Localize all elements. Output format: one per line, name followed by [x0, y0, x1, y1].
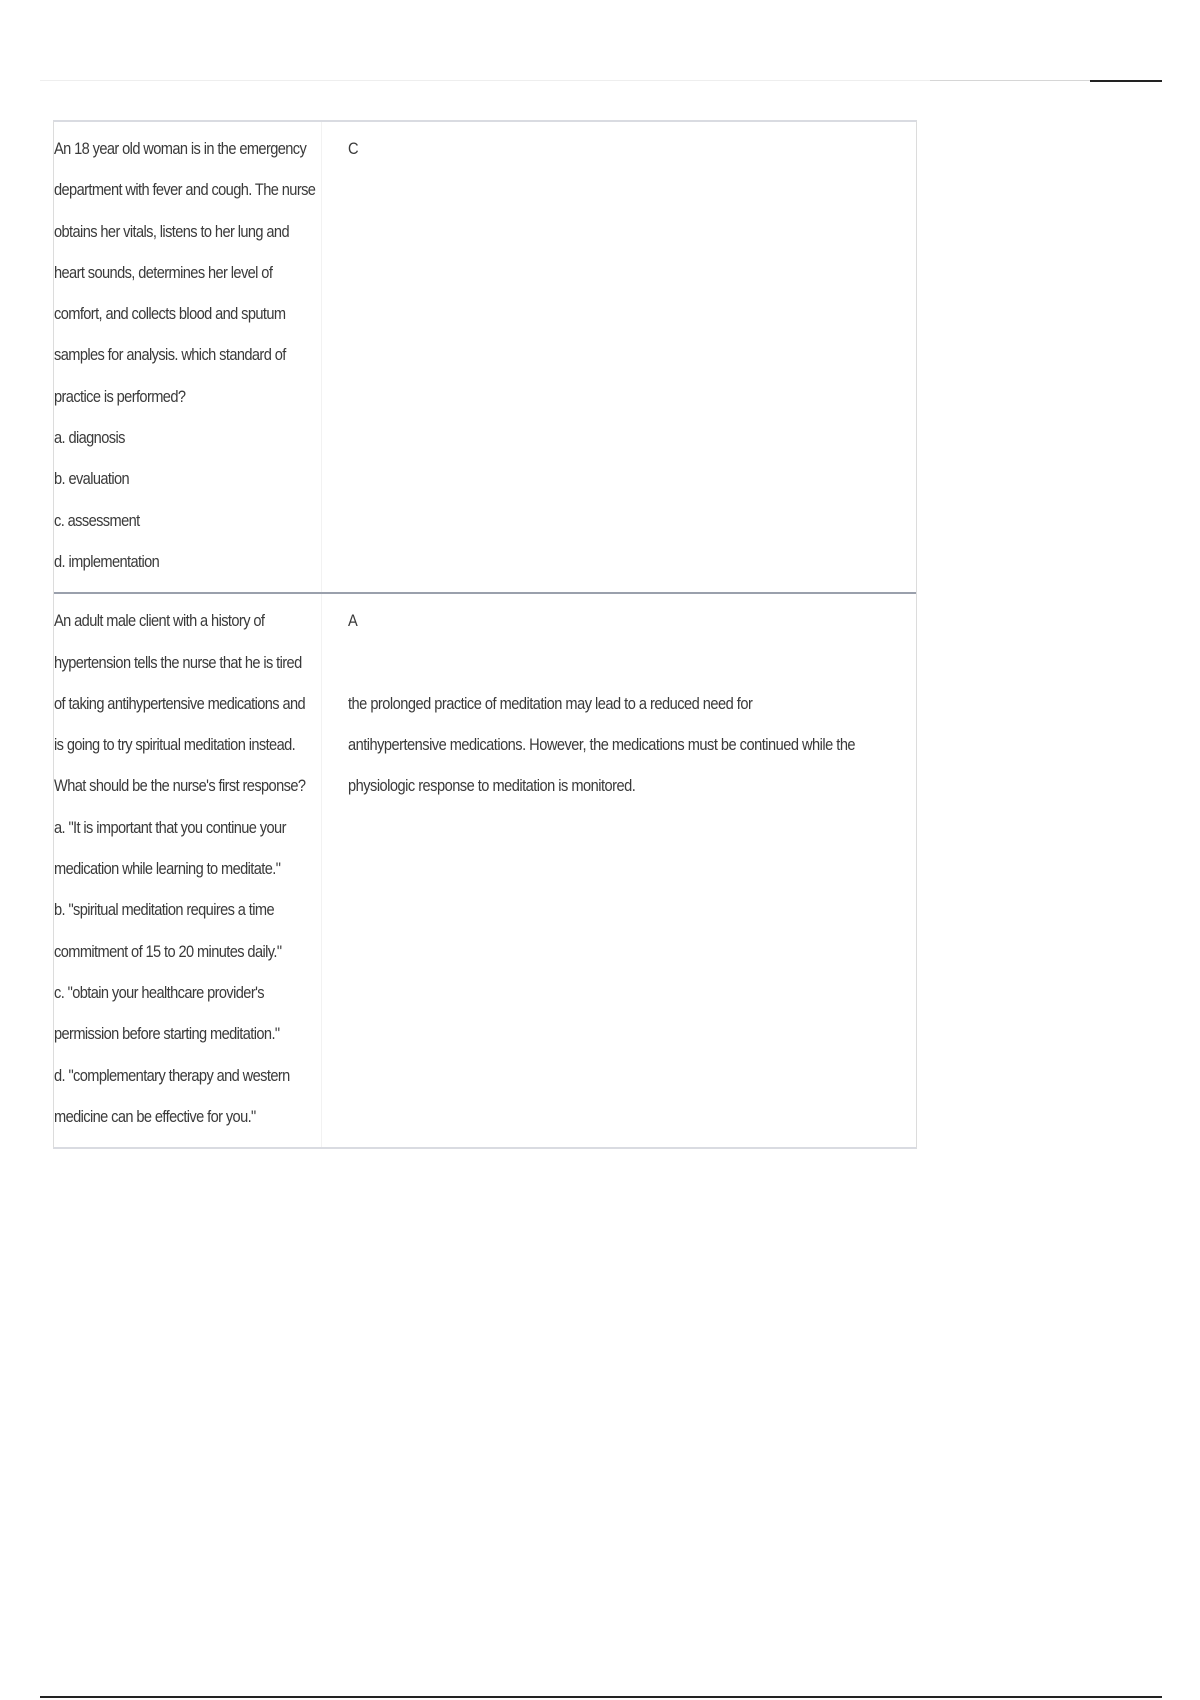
answer-letter: A: [348, 611, 358, 631]
option-a: a. "It is important that you continue your: [54, 817, 286, 837]
flashcard-table: [53, 120, 917, 1149]
option-d-cont: medicine can be effective for you.": [54, 1106, 256, 1126]
top-divider-right: [930, 80, 1090, 81]
term-cell: [54, 594, 322, 1147]
term-line: What should be the nurse's first response?: [54, 776, 306, 796]
explanation-line: the prolonged practice of meditation may lead to a reduced need for: [348, 693, 753, 713]
answer-spacer: [348, 642, 938, 683]
term-line: of taking antihypertensive medications and: [54, 693, 306, 713]
term-line: obtains her vitals, listens to her lung and: [54, 221, 289, 241]
explanation-line: physiologic response to meditation is monitored.: [348, 776, 636, 796]
term-line: hypertension tells the nurse that he is tired: [54, 652, 302, 672]
option-d: d. implementation: [54, 551, 160, 571]
option-d: d. "complementary therapy and western: [54, 1065, 290, 1085]
explanation-line: antihypertensive medications. However, the medications must be continued while the: [348, 735, 856, 755]
option-c: c. "obtain your healthcare provider's: [54, 982, 265, 1002]
term-line: An adult male client with a history of: [54, 611, 265, 631]
option-c: c. assessment: [54, 510, 140, 530]
term-line: comfort, and collects blood and sputum: [54, 304, 286, 324]
term-line: is going to try spiritual meditation instead.: [54, 735, 296, 755]
option-a-cont: medication while learning to meditate.": [54, 859, 281, 879]
term-line: department with fever and cough. The nurse: [54, 180, 316, 200]
term-line: samples for analysis. which standard of: [54, 345, 286, 365]
term-line: heart sounds, determines her level of: [54, 262, 273, 282]
flashcard-row: [54, 122, 916, 592]
definition-cell: [322, 594, 958, 1147]
answer-letter: C: [348, 139, 359, 158]
option-b-cont: commitment of 15 to 20 minutes daily.": [54, 941, 282, 961]
term-line: An 18 year old woman is in the emergency: [54, 139, 307, 158]
option-a: a. diagnosis: [54, 428, 125, 448]
bottom-divider: [40, 1696, 1162, 1698]
top-divider-accent: [1090, 80, 1162, 82]
flashcard-row: [54, 592, 916, 1147]
option-b: b. "spiritual meditation requires a time: [54, 900, 275, 920]
definition-cell: [322, 122, 916, 592]
term-cell: [54, 122, 322, 592]
option-c-cont: permission before starting meditation.": [54, 1024, 280, 1044]
option-b: b. evaluation: [54, 469, 130, 489]
term-line: practice is performed?: [54, 386, 186, 406]
top-divider: [40, 80, 940, 81]
